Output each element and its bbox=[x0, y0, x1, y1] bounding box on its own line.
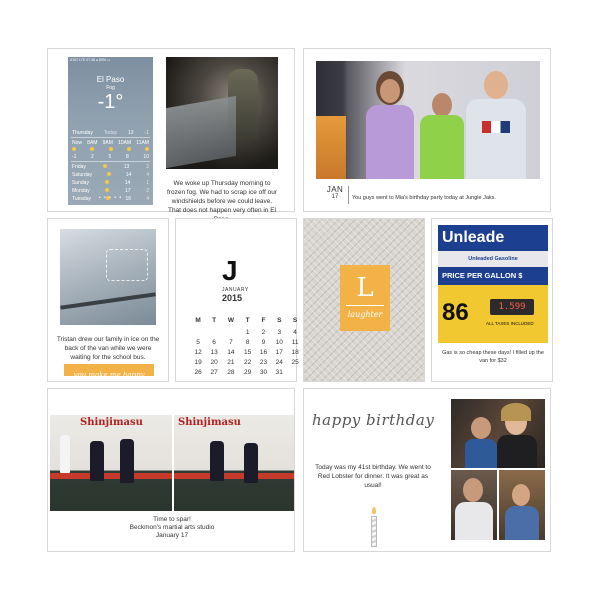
sparring-photo-left bbox=[50, 415, 172, 511]
price-number: 86 bbox=[442, 299, 469, 326]
sun-icon bbox=[107, 172, 111, 176]
sun-icon bbox=[145, 147, 149, 151]
laughter-divider bbox=[346, 305, 384, 306]
laughter-badge bbox=[340, 265, 390, 331]
wiper bbox=[60, 292, 156, 309]
girl-figure bbox=[366, 71, 414, 179]
weather-temp: -1° bbox=[97, 91, 124, 113]
laughter-word: laughter bbox=[347, 310, 383, 319]
sun-icon bbox=[105, 188, 109, 192]
calendar-week: 5 6 7 8 9 10 11 bbox=[196, 338, 299, 346]
sign-top: Unleade bbox=[442, 229, 505, 246]
weather-card bbox=[47, 48, 295, 212]
martial-caption-3: January 17 bbox=[155, 532, 189, 539]
forecast-day: Sunday 14 1 bbox=[72, 180, 149, 186]
gas-caption: Gas is so cheap these days! I filled up the van for $32 bbox=[442, 350, 544, 364]
red-mat bbox=[50, 473, 172, 479]
hourly-times: Now 8AM 9AM 10AM 11AM bbox=[72, 140, 149, 146]
pump-display: 1.599 bbox=[490, 299, 534, 315]
hourly-temps: -1 2 5 8 10 bbox=[72, 154, 149, 160]
martial-arts-card bbox=[47, 388, 295, 552]
van-window-photo bbox=[60, 229, 156, 325]
calendar-week: 19 20 21 22 23 24 25 bbox=[194, 358, 299, 366]
sign-band: Unleaded Gasoline bbox=[438, 251, 548, 267]
fighter bbox=[244, 443, 258, 483]
candle-icon bbox=[371, 507, 377, 547]
calendar-month: JANUARY bbox=[222, 287, 249, 293]
party-card bbox=[303, 48, 551, 212]
van-card bbox=[47, 218, 169, 382]
price-panel bbox=[438, 285, 548, 343]
banner-left: Shinjimasu bbox=[80, 417, 143, 428]
forecast-day: Tuesday 16 4 bbox=[72, 196, 149, 202]
son-photo bbox=[499, 470, 545, 540]
sun-icon bbox=[90, 147, 94, 151]
forecast-day: Friday 13 2 bbox=[72, 164, 149, 170]
weather-city: El Paso bbox=[96, 75, 125, 84]
fighter bbox=[210, 441, 224, 481]
calendar-letter: J bbox=[222, 255, 238, 286]
party-caption: You guys went to Mia's birthday party today at Jungle Jaks. bbox=[352, 195, 496, 201]
status-bar: ATAT LTE 07:38 ● 89% ▭ bbox=[70, 58, 111, 62]
laughter-card bbox=[303, 218, 425, 382]
you-make-me-happy-tag bbox=[64, 364, 154, 379]
windshield-glass bbox=[166, 96, 236, 168]
weather-screenshot bbox=[68, 57, 153, 205]
red-mat bbox=[174, 473, 294, 479]
sun-icon bbox=[72, 147, 76, 151]
van-caption: Tristan drew our family in ice on the back of the van while we were waiting for the school bus. bbox=[56, 336, 160, 361]
calendar-week: 26 27 28 29 30 31 bbox=[194, 368, 283, 376]
forecast-day: Monday 17 2 bbox=[72, 188, 149, 194]
sun-icon bbox=[105, 180, 109, 184]
sun-icon bbox=[103, 164, 107, 168]
weather-condition: Fog bbox=[106, 85, 115, 91]
fighter bbox=[90, 441, 104, 481]
tag-text: you make me happy bbox=[73, 371, 145, 379]
sun-icon bbox=[109, 147, 113, 151]
birthday-caption: Today was my 41st birthday. We went to Red Lobster for dinner. It was great as usual! bbox=[315, 464, 431, 489]
orange-wall bbox=[316, 116, 346, 179]
martial-caption-2: Beckmon's martial arts studio bbox=[129, 524, 215, 531]
date-day: 17 bbox=[331, 194, 339, 200]
page-dots: • • • • • bbox=[98, 195, 123, 201]
calendar-header-row: M T W T F S S bbox=[195, 317, 298, 324]
sparring-photo-right bbox=[174, 415, 294, 511]
boy-flag-shirt-figure bbox=[466, 71, 526, 179]
taxes-label: ALL TAXES INCLUDED bbox=[486, 321, 534, 326]
forecast-day: Saturday 14 4 bbox=[72, 172, 149, 178]
gas-card bbox=[431, 218, 553, 382]
frozen-windshield-photo bbox=[166, 57, 278, 169]
calendar-grid bbox=[190, 314, 303, 377]
calendar-week: 1 2 3 4 bbox=[245, 328, 297, 336]
date-block bbox=[324, 185, 346, 200]
ice-drawing bbox=[106, 249, 148, 281]
laughter-letter: L bbox=[356, 273, 374, 303]
happy-birthday-script: happy birthday bbox=[312, 411, 435, 429]
banner-right: Shinjimasu bbox=[178, 417, 241, 428]
sun-icon bbox=[127, 147, 131, 151]
today-row: Thursday Today 13 -1 bbox=[72, 130, 149, 136]
calendar-year: 2015 bbox=[222, 293, 243, 303]
calendar-week: 12 13 14 15 16 17 18 bbox=[194, 348, 299, 356]
mother-son-photo bbox=[451, 399, 545, 468]
gas-sign-photo bbox=[438, 225, 548, 343]
birthday-card bbox=[303, 388, 551, 552]
date-month: JAN bbox=[326, 185, 344, 194]
frozen-caption: We woke up Thursday morning to frozen fog. We had to scrap ice off our windshields before we could leave. That does not happen very often in El bbox=[167, 180, 277, 214]
kids-photo bbox=[316, 61, 540, 179]
boy-green-figure bbox=[420, 93, 464, 179]
father-photo bbox=[451, 470, 497, 540]
hourly-icons bbox=[72, 147, 149, 151]
instructor bbox=[60, 435, 70, 473]
date-divider bbox=[348, 186, 349, 204]
fighter bbox=[120, 439, 134, 483]
price-label: PRICE PER GALLON $ bbox=[442, 271, 523, 280]
martial-caption-1: Time to spar! bbox=[153, 516, 191, 523]
